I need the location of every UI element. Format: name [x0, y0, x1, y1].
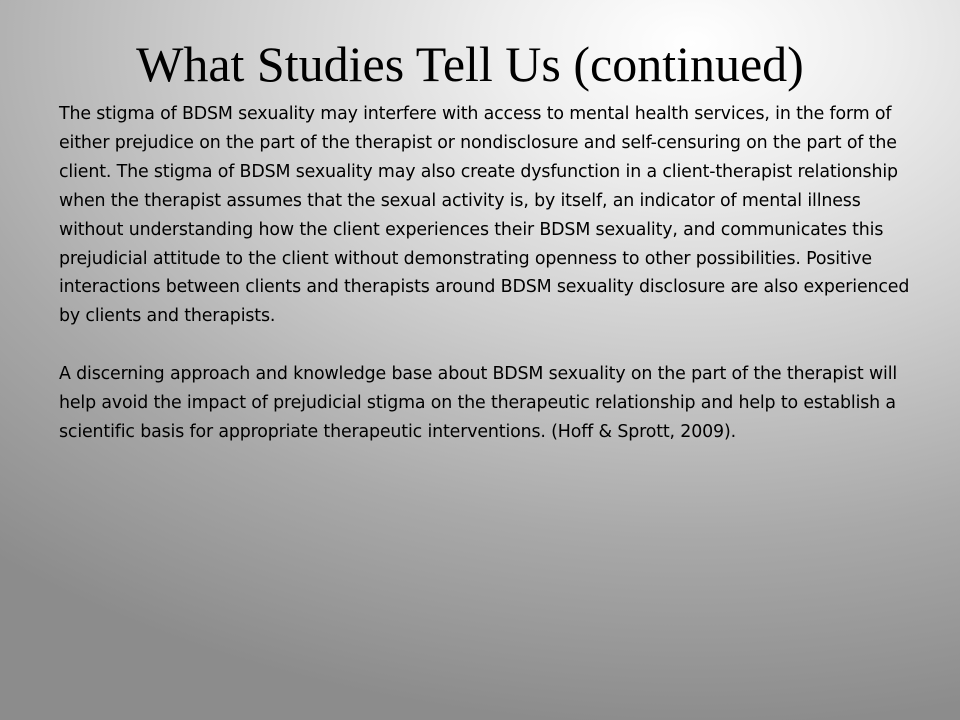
body-paragraph-1: The stigma of BDSM sexuality may interfere with access to mental health services, in the form of either prejudice on the part of the therapist or nondisclosure and self-censuring on the part of the client. The stigma of BDSM sexuality may also create dysfunction in a client-therapist relationship when the therapist assumes that the sexual activity is, by itself, an indicator of mental illness without understanding how the client experiences their BDSM sexuality, and communicates this prejudicial attitude to the client without demonstrating openness to other possibilities. Positive interactions between clients and therapists around BDSM sexuality disclosure are also experienced by clients and therapists. [59, 104, 910, 327]
slide-title: What Studies Tell Us (continued) [136, 36, 804, 92]
body-paragraph-2: A discerning approach and knowledge base about BDSM sexuality on the part of the therapist will help avoid the impact of prejudicial stigma on the therapeutic relationship and help to establish a scientific basis for appropriate therapeutic interventions. (Hoff & Sprott, 2009). [59, 364, 898, 442]
slide-body [59, 100, 919, 447]
